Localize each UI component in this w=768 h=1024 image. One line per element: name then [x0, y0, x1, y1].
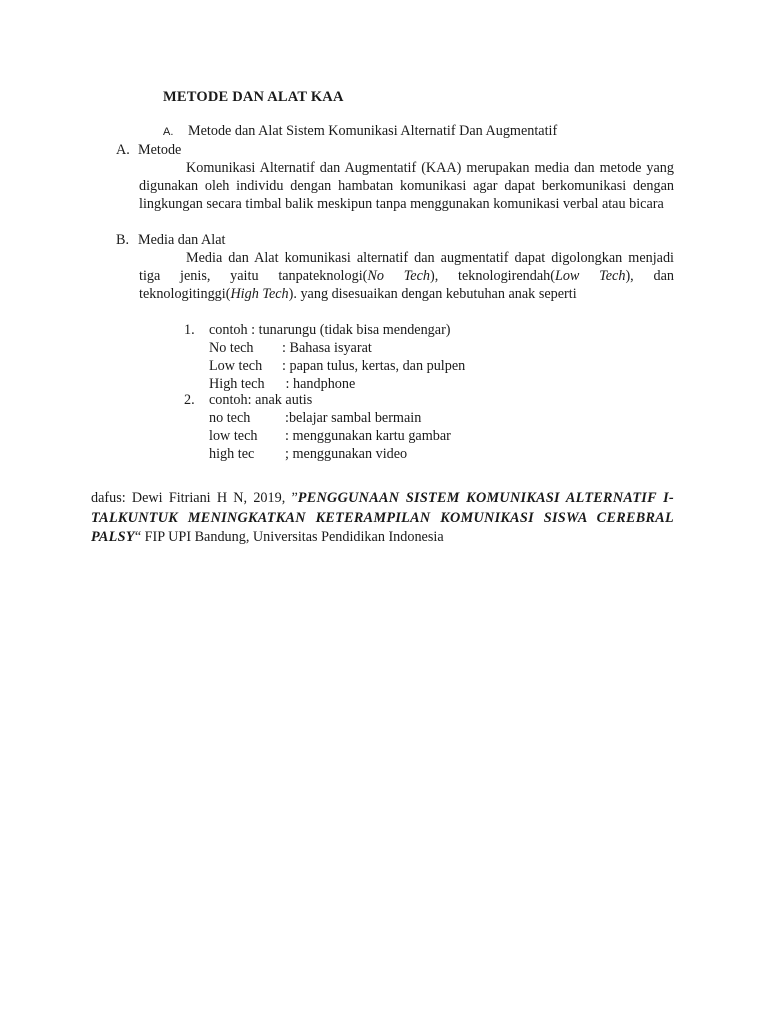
- item-b-heading: [116, 231, 225, 249]
- media-text-3: ), dan teknologitinggi(: [139, 268, 674, 303]
- example-1-title: contoh : tunarungu (tidak bisa mendengar): [209, 322, 451, 338]
- item-a-marker: A.: [116, 142, 130, 158]
- item-b-title: Media dan Alat: [138, 232, 226, 248]
- row-label: low tech: [209, 428, 258, 444]
- row-label: high tec: [209, 446, 255, 462]
- list-item: [184, 409, 451, 427]
- low-tech-term: Low Tech: [554, 268, 626, 285]
- media-text-1: Media dan Alat komunikasi alternatif dan augmentatif dapat digolongkan menjadi tiga jenis, yaitu tanpateknologi(: [139, 250, 674, 285]
- row-label: High tech: [209, 376, 265, 392]
- row-value: : handphone: [282, 376, 356, 392]
- no-tech-term: No Tech: [367, 268, 430, 285]
- reference-suffix: “ FIP UPI Bandung, Universitas Pendidikan Indonesia: [134, 529, 444, 545]
- media-text-2: ), teknologirendah(: [429, 268, 555, 285]
- row-label: No tech: [209, 340, 254, 356]
- section-a-title: Metode dan Alat Sistem Komunikasi Alternatif Dan Augmentatif: [188, 123, 558, 139]
- example-2: [184, 391, 451, 463]
- metode-text: Komunikasi Alternatif dan Augmentatif (KAA) merupakan media dan metode yang digunakan oleh individu dengan hambatan komunikasi agar dapat berkomunikasi dengan lingkungan secara timbal balik meskipun tanpa menggunakan komunikasi verbal atau bicara: [139, 160, 674, 213]
- row-value: : papan tulus, kertas, dan pulpen: [282, 358, 466, 374]
- example-2-title: contoh: anak autis: [209, 392, 313, 408]
- reference-prefix: dafus: Dewi Fitriani H N, 2019, ”: [91, 490, 298, 506]
- list-item: [184, 427, 451, 445]
- row-value: : Bahasa isyarat: [282, 340, 372, 356]
- list-item: [184, 357, 465, 375]
- example-1-number: 1.: [184, 322, 195, 338]
- page-title: METODE DAN ALAT KAA: [163, 89, 344, 105]
- high-tech-term: High Tech: [230, 286, 289, 303]
- reference-citation: [91, 489, 674, 548]
- media-paragraph: [139, 249, 674, 304]
- row-label: Low tech: [209, 358, 263, 374]
- list-item: [184, 445, 451, 463]
- row-value: ; menggunakan video: [285, 446, 408, 462]
- section-a-marker: A.: [163, 126, 174, 138]
- list-item: [184, 391, 451, 409]
- example-1: [184, 321, 465, 393]
- row-value: :belajar sambal bermain: [285, 410, 422, 426]
- row-label: no tech: [209, 410, 251, 426]
- list-item: [184, 321, 465, 339]
- reference-title: PENGGUNAAN SISTEM KOMUNIKASI ALTERNATIF I-TALKUNTUK MENINGKATKAN KETERAMPILAN KOMUNIKASI SISWA CEREBRAL PALSY: [91, 490, 674, 545]
- item-a-heading: [116, 141, 181, 159]
- list-item: [184, 339, 465, 357]
- example-2-number: 2.: [184, 392, 195, 408]
- item-a-title: Metode: [138, 142, 182, 158]
- row-value: : menggunakan kartu gambar: [285, 428, 451, 444]
- item-b-marker: B.: [116, 232, 130, 248]
- metode-paragraph: [139, 159, 674, 214]
- media-text-4: ). yang disesuaikan dengan kebutuhan anak seperti: [288, 286, 577, 303]
- section-a-heading: [163, 122, 557, 141]
